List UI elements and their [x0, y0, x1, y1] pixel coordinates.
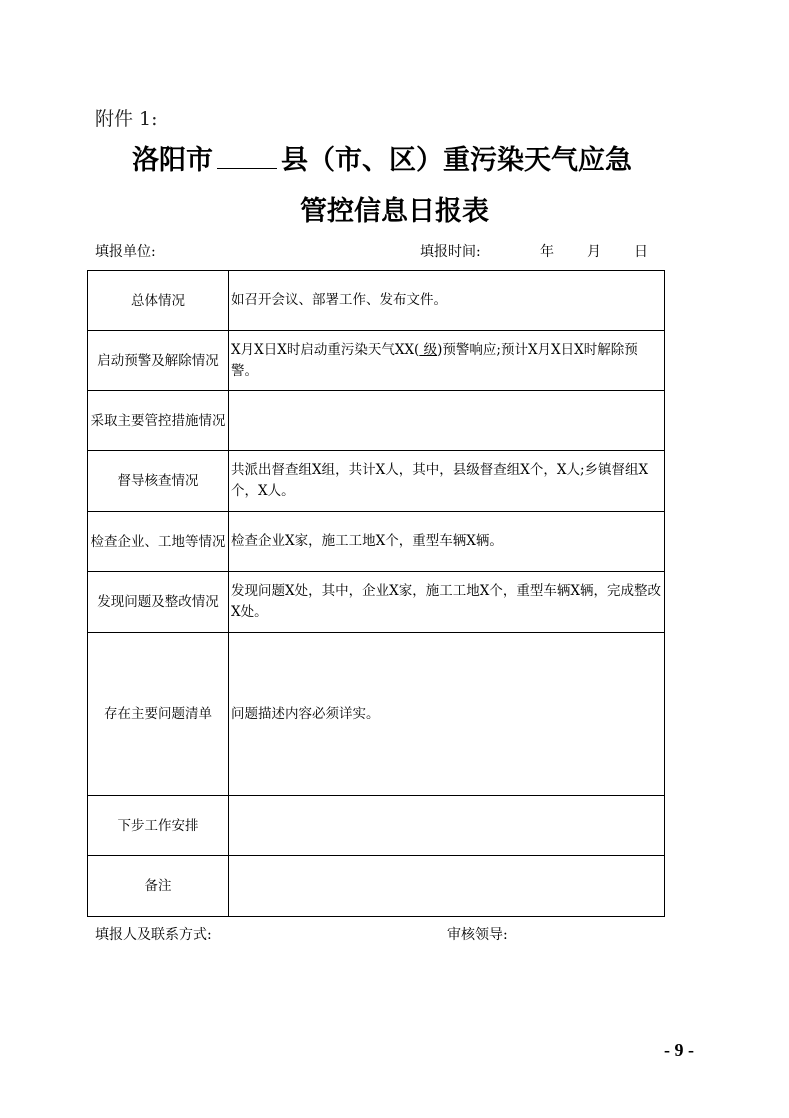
table-row	[88, 271, 665, 331]
form-title-line2: 管控信息日报表	[300, 196, 489, 227]
day-label: 日	[634, 244, 648, 260]
report-table	[87, 270, 665, 917]
row-value: 问题描述内容必须详实。	[229, 633, 665, 796]
title-city: 洛阳市	[132, 145, 213, 176]
page-number: - 9 -	[664, 1040, 694, 1060]
unit-label: 填报单位:	[95, 244, 156, 260]
row-label: 下步工作安排	[88, 796, 229, 856]
warning-level-blank: 级	[419, 341, 438, 358]
table-row	[88, 391, 665, 451]
title-blank	[217, 144, 277, 169]
reviewer-label: 审核领导:	[447, 927, 508, 943]
row-label: 备注	[88, 856, 229, 917]
form-title-line1	[132, 138, 632, 177]
year-label: 年	[540, 244, 554, 260]
row-label: 督导核查情况	[88, 451, 229, 512]
row-value	[229, 796, 665, 856]
attachment-label: 附件 1:	[95, 108, 158, 130]
row-label: 存在主要问题清单	[88, 633, 229, 796]
row-label: 检查企业、工地等情况	[88, 512, 229, 572]
table-row	[88, 633, 665, 796]
table-row	[88, 572, 665, 633]
month-label: 月	[587, 244, 601, 260]
row-value: 发现问题X处，其中，企业X家，施工工地X个，重型车辆X辆，完成整改X处。	[229, 572, 665, 633]
table-row	[88, 856, 665, 917]
warning-text-pre: X月X日X时启动重污染天气XX(	[231, 341, 420, 358]
row-value: 共派出督查组X组，共计X人，其中，县级督查组X个，X人;乡镇督组X个，X人。	[229, 451, 665, 512]
row-value: 如召开会议、部署工作、发布文件。	[229, 271, 665, 331]
row-value	[229, 391, 665, 451]
row-label: 启动预警及解除情况	[88, 331, 229, 391]
date-fields	[540, 241, 681, 261]
row-label: 总体情况	[88, 271, 229, 331]
title-county: 县（市、区）重污染天气应急	[281, 145, 632, 176]
table-row	[88, 331, 665, 391]
filler-contact-label: 填报人及联系方式:	[95, 927, 212, 943]
row-value	[229, 331, 665, 391]
row-value	[229, 856, 665, 917]
row-value: 检查企业X家，施工工地X个，重型车辆X辆。	[229, 512, 665, 572]
table-row	[88, 451, 665, 512]
time-label: 填报时间:	[420, 244, 481, 260]
row-label: 发现问题及整改情况	[88, 572, 229, 633]
row-label: 采取主要管控措施情况	[88, 391, 229, 451]
table-row	[88, 796, 665, 856]
warning-text-post: )预警响应;预计X月X日X时解除预警。	[231, 341, 638, 379]
table-row	[88, 512, 665, 572]
